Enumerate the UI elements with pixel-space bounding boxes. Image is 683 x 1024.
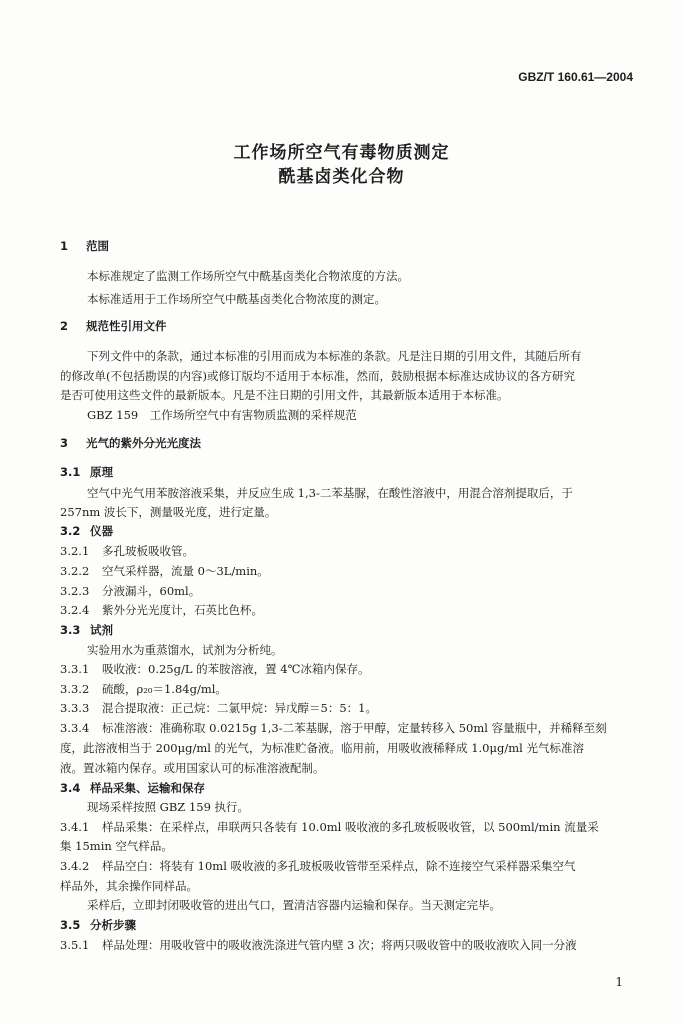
paragraph: 现场采样按照 GBZ 159 执行。 (87, 800, 250, 814)
item-text: 混合提取液：正己烷：二氯甲烷：异戊醇＝5：5：1。 (102, 701, 377, 715)
item-number: 3.4.1 (60, 820, 90, 834)
standard-number: GBZ/T 160.61—2004 (518, 70, 633, 84)
section-number: 3.3 (60, 623, 81, 637)
paragraph-line: 257nm 波长下，测量吸光度，进行定量。 (60, 505, 277, 519)
section-number: 3.2 (60, 524, 81, 538)
item-number: 3.2.4 (60, 603, 90, 617)
item-number: 3.2.2 (60, 564, 90, 578)
item-text: 硫酸，ρ₂₀＝1.84g/ml。 (102, 682, 227, 696)
item-number: 3.2.3 (60, 584, 90, 598)
section-title: 光气的紫外分光光度法 (86, 436, 201, 450)
section-title: 仪器 (90, 524, 113, 538)
section-1-heading (60, 238, 109, 254)
section-title: 范围 (86, 239, 109, 253)
list-item (60, 720, 607, 736)
paragraph-line: 集 15min 空气样品。 (60, 839, 173, 853)
list-item (60, 937, 577, 953)
item-number: 3.5.1 (60, 938, 90, 952)
item-text: 紫外分光光度计，石英比色杯。 (102, 603, 263, 617)
list-item (60, 700, 377, 716)
list-item (60, 681, 227, 697)
section-number: 2 (60, 319, 69, 333)
item-number: 3.2.1 (60, 544, 90, 558)
section-number: 3 (60, 436, 69, 450)
section-title: 原理 (90, 465, 113, 479)
paragraph-line: 是否可使用这些文件的最新版本。凡是不注日期的引用文件，其最新版本适用于本标准。 (60, 388, 509, 402)
section-number: 1 (60, 239, 69, 253)
paragraph: 采样后，立即封闭吸收管的进出气口，置清洁容器内运输和保存。当天测定完毕。 (87, 898, 501, 912)
item-text: 标准溶液：准确称取 0.0215g 1,3-二苯基脲，溶于甲醇，定量转移入 50ml 容量瓶中，并稀释至刻 (102, 721, 607, 735)
item-text: 空气采样器，流量 0～3L/min。 (102, 564, 269, 578)
paragraph: 本标准规定了监测工作场所空气中酰基卤类化合物浓度的方法。 (87, 269, 409, 283)
subsection-3-3-heading (60, 622, 113, 638)
item-number: 3.3.3 (60, 701, 90, 715)
item-number: 3.4.2 (60, 859, 90, 873)
section-2-heading (60, 318, 167, 334)
paragraph-line: 样品外，其余操作同样品。 (60, 879, 198, 893)
section-number: 3.4 (60, 781, 81, 795)
section-title: 规范性引用文件 (86, 319, 167, 333)
list-item (60, 661, 369, 677)
section-number: 3.1 (60, 465, 81, 479)
paragraph-line: 空气中光气用苯胺溶液采集，并反应生成 1,3-二苯基脲，在酸性溶液中，用混合溶剂提取后，于 (87, 486, 573, 500)
paragraph-line: 液。置冰箱内保存。或用国家认可的标准溶液配制。 (60, 761, 325, 775)
paragraph: 本标准适用于工作场所空气中酰基卤类化合物浓度的测定。 (87, 292, 386, 306)
section-title: 分析步骤 (90, 918, 136, 932)
list-item (60, 858, 576, 874)
item-text: 吸收液：0.25g/L 的苯胺溶液，置 4℃冰箱内保存。 (102, 662, 370, 676)
list-item (60, 819, 599, 835)
subsection-3-1-heading (60, 464, 113, 480)
subsection-3-2-heading (60, 523, 113, 539)
section-3-heading (60, 435, 201, 451)
section-title: 试剂 (90, 623, 113, 637)
list-item (60, 602, 263, 618)
reference-item: GBZ 159 工作场所空气中有害物质监测的采样规范 (87, 408, 357, 422)
page-number: 1 (615, 975, 623, 989)
document-title: 工作场所空气有毒物质测定 (233, 143, 450, 163)
item-text: 多孔玻板吸收管。 (102, 544, 194, 558)
paragraph-line: 度，此溶液相当于 200μg/ml 的光气，为标准贮备液。临用前，用吸收液稀释成 1.0μg/ml 光气标准溶 (60, 741, 584, 755)
subsection-3-4-heading (60, 780, 205, 796)
item-number: 3.3.4 (60, 721, 90, 735)
paragraph: 实验用水为重蒸馏水，试剂为分析纯。 (87, 643, 283, 657)
subsection-3-5-heading (60, 917, 136, 933)
paragraph-line: 的修改单(不包括勘误的内容)或修订版均不适用于本标准，然而，鼓励根据本标准达成协议的各方研究 (60, 369, 575, 383)
list-item (60, 543, 194, 559)
document-subtitle: 酰基卤类化合物 (278, 167, 405, 187)
paragraph-line: 下列文件中的条款，通过本标准的引用而成为本标准的条款。凡是注日期的引用文件，其随后所有 (87, 349, 582, 363)
item-number: 3.3.1 (60, 662, 90, 676)
item-text: 样品处理：用吸收管中的吸收液洗涤进气管内壁 3 次；将两只吸收管中的吸收液吹入同一分液 (102, 938, 577, 952)
list-item (60, 583, 200, 599)
item-text: 样品空白：将装有 10ml 吸收液的多孔玻板吸收管带至采样点，除不连接空气采样器采集空气 (102, 859, 576, 873)
list-item (60, 563, 269, 579)
item-text: 分液漏斗，60ml。 (102, 584, 201, 598)
section-number: 3.5 (60, 918, 81, 932)
item-text: 样品采集：在采样点，串联两只各装有 10.0ml 吸收液的多孔玻板吸收管，以 500ml/min 流量采 (102, 820, 599, 834)
item-number: 3.3.2 (60, 682, 90, 696)
section-title: 样品采集、运输和保存 (90, 781, 205, 795)
